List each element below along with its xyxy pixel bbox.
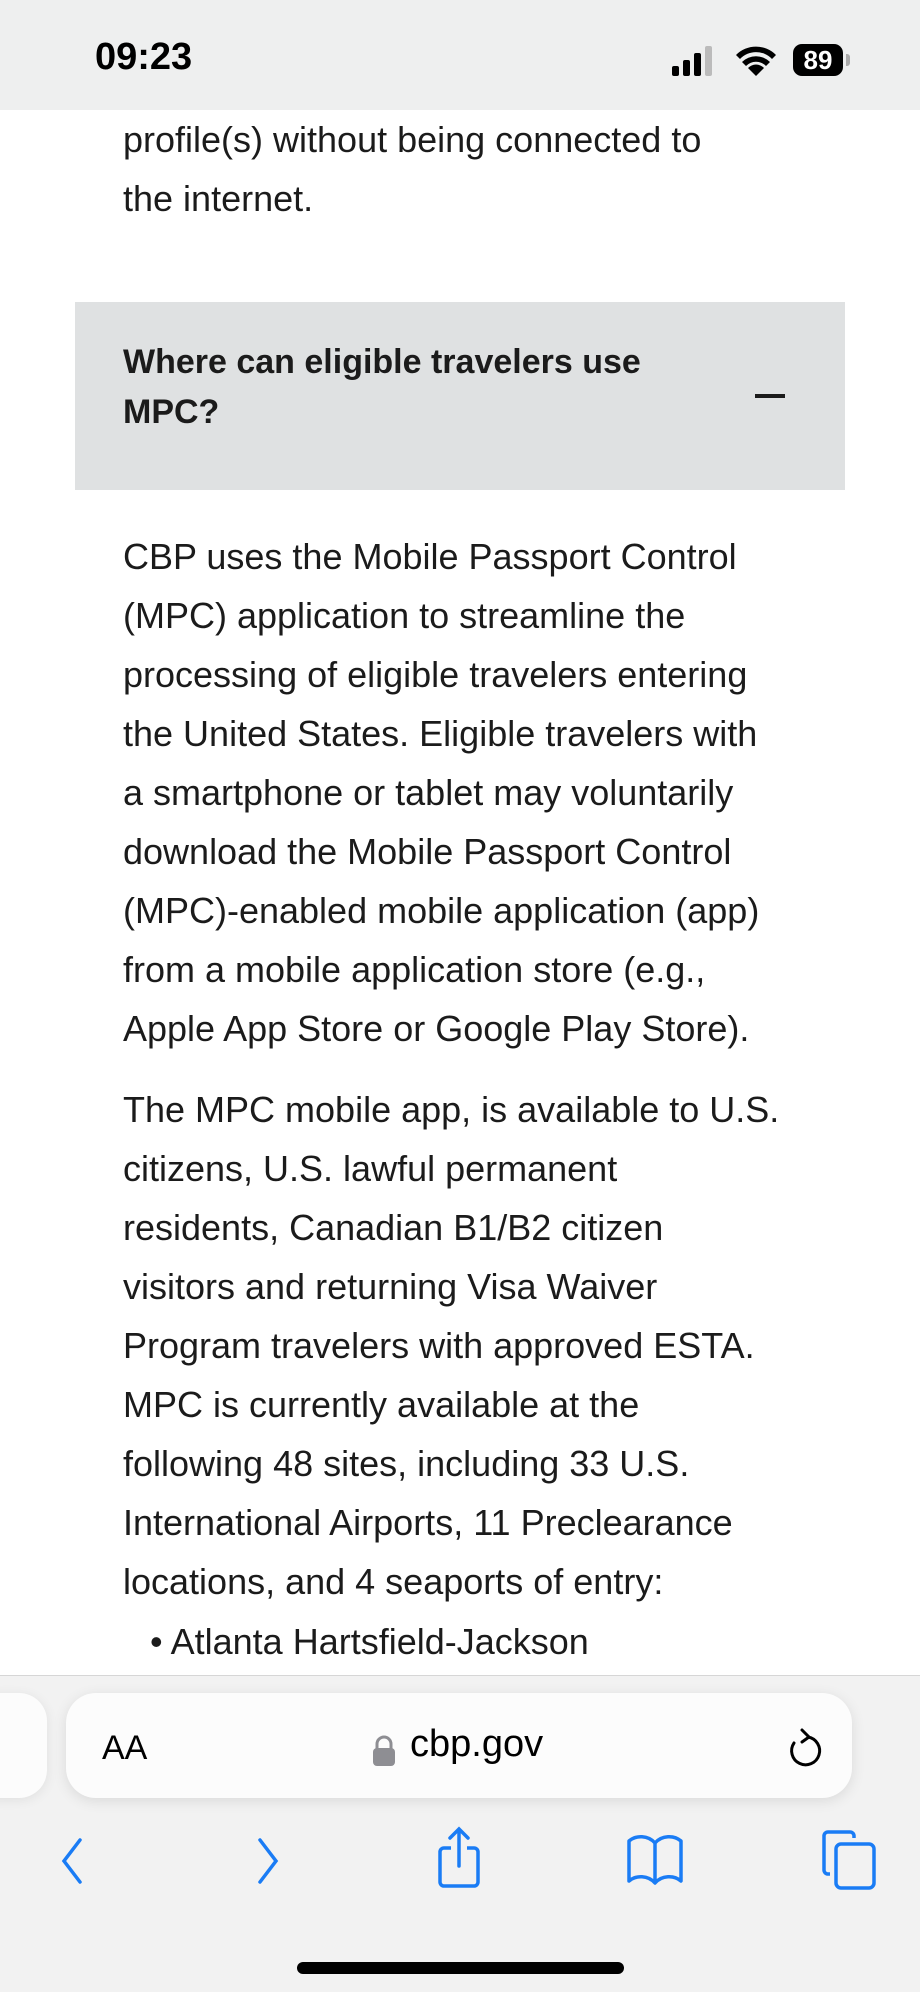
text-line: locations, and 4 seaports of entry: [123, 1561, 664, 1602]
text-line: MPC is currently available at the [123, 1384, 640, 1425]
text-line: the United States. Eligible travelers with [123, 713, 758, 754]
text-line: profile(s) without being connected to [123, 119, 702, 160]
battery-icon [846, 54, 850, 66]
list-item: • Atlanta Hartsfield-Jackson [150, 1621, 589, 1662]
url-host: cbp.gov [410, 1723, 544, 1765]
text-line: citizens, U.S. lawful permanent [123, 1148, 618, 1189]
collapse-minus-icon[interactable] [755, 394, 785, 398]
text-line: processing of eligible travelers entering [123, 654, 748, 695]
text-line: (MPC) application to streamline the [123, 595, 686, 636]
home-indicator[interactable] [297, 1962, 624, 1974]
lock-icon [372, 1735, 396, 1767]
wifi-icon [736, 44, 776, 76]
share-icon[interactable] [436, 1826, 482, 1888]
list-item-text: Atlanta Hartsfield-Jackson [170, 1621, 589, 1662]
address-bar[interactable] [66, 1693, 852, 1798]
page-settings-button[interactable]: AA [102, 1729, 148, 1767]
text-line: a smartphone or tablet may voluntarily [123, 772, 734, 813]
back-icon[interactable] [54, 1836, 94, 1886]
text-line: following 48 sites, including 33 U.S. [123, 1443, 690, 1484]
tabs-icon[interactable] [822, 1830, 878, 1890]
clock: 09:23 [95, 36, 193, 78]
paragraph-mpc-overview [123, 527, 803, 1058]
text-line: the internet. [123, 178, 314, 219]
battery-level: 89 [793, 44, 843, 76]
cellular-signal-icon [672, 46, 720, 76]
text-line: visitors and returning Visa Waiver [123, 1266, 658, 1307]
text-line: residents, Canadian B1/B2 citizen [123, 1207, 664, 1248]
status-bar [0, 0, 920, 110]
accordion-title: Where can eligible travelers use MPC? [123, 343, 641, 431]
reload-icon[interactable] [784, 1727, 824, 1771]
intro-paragraph-tail [123, 110, 803, 228]
browser-toolbar [0, 1675, 920, 1992]
text-line: Program travelers with approved ESTA. [123, 1325, 755, 1366]
forward-icon[interactable] [246, 1836, 286, 1886]
text-line: Apple App Store or Google Play Store). [123, 1008, 750, 1049]
text-line: download the Mobile Passport Control [123, 831, 732, 872]
text-line: International Airports, 11 Preclearance [123, 1502, 733, 1543]
accordion-header[interactable] [75, 302, 845, 490]
text-line: (MPC)-enabled mobile application (app) [123, 890, 760, 931]
bookmarks-icon[interactable] [626, 1833, 684, 1885]
text-line: The MPC mobile app, is available to U.S. [123, 1089, 780, 1130]
paragraph-mpc-availability [123, 1080, 803, 1611]
text-line: from a mobile application store (e.g., [123, 949, 706, 990]
text-line: CBP uses the Mobile Passport Control [123, 536, 737, 577]
previous-tab-card[interactable] [0, 1693, 47, 1798]
